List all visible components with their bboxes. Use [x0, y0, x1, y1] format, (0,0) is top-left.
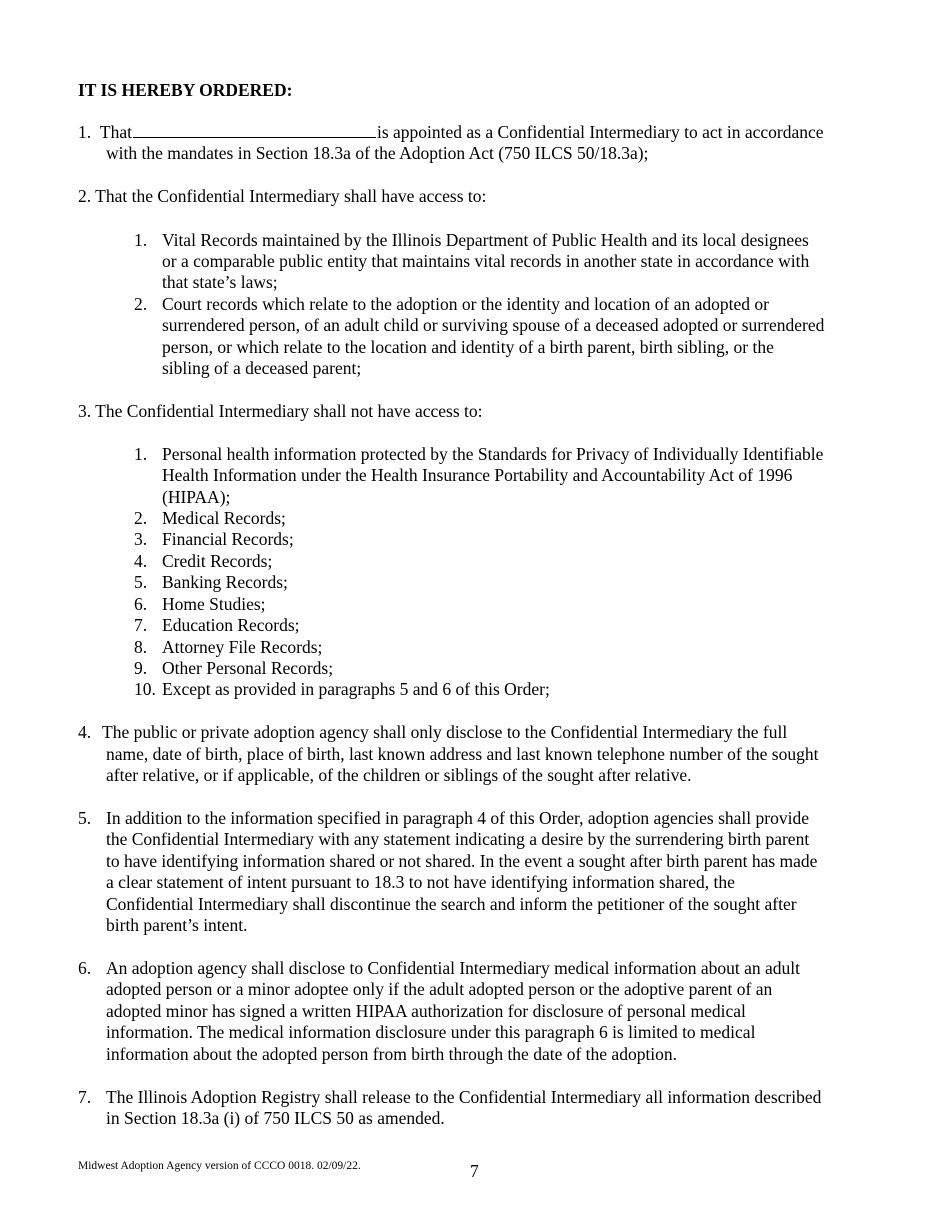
order-heading: IT IS HEREBY ORDERED: — [78, 80, 293, 100]
item-6-number: 6. — [78, 958, 92, 978]
item-2-sub-1-line: Vital Records maintained by the Illinois Department of Public Health and its local designees — [162, 230, 809, 250]
item-1-prefix: That — [99, 122, 132, 142]
item-5-line: Confidential Intermediary shall discontinue the search and inform the petitioner of the sought after — [106, 894, 797, 914]
item-2-sub-2-number: 2. — [134, 294, 148, 314]
item-5-line: the Confidential Intermediary with any statement indicating a desire by the surrendering birth parent — [106, 829, 810, 849]
item-3-sub-10-number: 10. — [134, 679, 156, 699]
item-2-title: 2. That the Confidential Intermediary shall have access to: — [78, 186, 487, 206]
item-5-line: a clear statement of intent pursuant to 18.3 to not have identifying information shared, the — [106, 872, 735, 892]
item-6-line: An adoption agency shall disclose to Confidential Intermediary medical information about an adult — [106, 958, 800, 978]
item-6-line: information about the adopted person from birth through the date of the adoption. — [106, 1044, 678, 1064]
item-2-sub-1-number: 1. — [134, 230, 148, 250]
item-3-sub-9-line: Other Personal Records; — [162, 658, 334, 678]
item-1-number: 1. — [78, 122, 92, 142]
item-3-sub-4-line: Credit Records; — [162, 551, 273, 571]
page-number: 7 — [470, 1161, 479, 1181]
item-3-sub-6-number: 6. — [134, 594, 148, 614]
item-3-sub-3-line: Financial Records; — [162, 529, 294, 549]
item-1-line-2: with the mandates in Section 18.3a of the Adoption Act (750 ILCS 50/18.3a); — [106, 143, 649, 163]
item-3-title: 3. The Confidential Intermediary shall not have access to: — [78, 401, 483, 421]
item-5-line: In addition to the information specified in paragraph 4 of this Order, adoption agencies shall provide — [106, 808, 809, 828]
item-3-sub-10-line: Except as provided in paragraphs 5 and 6 of this Order; — [162, 679, 550, 699]
item-3-sub-7-number: 7. — [134, 615, 148, 635]
item-3-sub-8-line: Attorney File Records; — [162, 637, 323, 657]
item-3-sub-6-line: Home Studies; — [162, 594, 266, 614]
footer-version: Midwest Adoption Agency version of CCCO 0018. 02/09/22. — [78, 1160, 361, 1172]
item-2-sub-2-line: sibling of a deceased parent; — [162, 358, 362, 378]
item-2-sub-2-line: surrendered person, of an adult child or surviving spouse of a deceased adopted or surrendered — [162, 315, 825, 335]
item-3-sub-1-line: Health Information under the Health Insurance Portability and Accountability Act of 1996 — [162, 465, 793, 485]
item-6-line: information. The medical information disclosure under this paragraph 6 is limited to medical — [106, 1022, 756, 1042]
item-3-sub-1-number: 1. — [134, 444, 148, 464]
item-2-sub-1-line: that state’s laws; — [162, 272, 278, 292]
item-3-sub-2-number: 2. — [134, 508, 148, 528]
item-3-sub-1-line: (HIPAA); — [162, 487, 231, 507]
item-3-sub-8-number: 8. — [134, 637, 148, 657]
item-3-sub-1-line: Personal health information protected by the Standards for Privacy of Individually Identifiable — [162, 444, 824, 464]
item-5-line: birth parent’s intent. — [106, 915, 248, 935]
appointee-name-blank — [133, 123, 376, 138]
item-3-sub-9-number: 9. — [134, 658, 148, 678]
item-3-sub-5-number: 5. — [134, 572, 148, 592]
item-4-line: The public or private adoption agency shall only disclose to the Confidential Intermediary the full — [102, 722, 788, 742]
item-6-line: adopted person or a minor adoptee only if the adult adopted person or the adoptive parent of an — [106, 979, 773, 999]
item-4-number: 4. — [78, 722, 92, 742]
item-3-sub-3-number: 3. — [134, 529, 148, 549]
item-1-suffix: is appointed as a Confidential Intermediary to act in accordance — [376, 122, 824, 142]
item-4-line: after relative, or if applicable, of the children or siblings of the sought after relative. — [106, 765, 692, 785]
item-7-number: 7. — [78, 1087, 92, 1107]
item-5-line: to have identifying information shared or not shared. In the event a sought after birth parent has made — [106, 851, 818, 871]
item-3-sub-5-line: Banking Records; — [162, 572, 288, 592]
item-4-line: name, date of birth, place of birth, last known address and last known telephone number of the sought — [106, 744, 819, 764]
item-3-sub-2-line: Medical Records; — [162, 508, 286, 528]
item-3-sub-4-number: 4. — [134, 551, 148, 571]
item-6-line: adopted minor has signed a written HIPAA authorization for disclosure of personal medical — [106, 1001, 746, 1021]
item-2-sub-2-line: Court records which relate to the adoption or the identity and location of an adopted or — [162, 294, 769, 314]
item-7-line: in Section 18.3a (i) of 750 ILCS 50 as amended. — [106, 1108, 445, 1128]
item-7-line: The Illinois Adoption Registry shall release to the Confidential Intermediary all information described — [106, 1087, 822, 1107]
item-3-sub-7-line: Education Records; — [162, 615, 300, 635]
item-2-sub-2-line: person, or which relate to the location and identity of a birth parent, birth sibling, or the — [162, 337, 774, 357]
item-1-line-1 — [78, 122, 824, 144]
item-5-number: 5. — [78, 808, 92, 828]
item-2-sub-1-line: or a comparable public entity that maintains vital records in another state in accordance with — [162, 251, 810, 271]
